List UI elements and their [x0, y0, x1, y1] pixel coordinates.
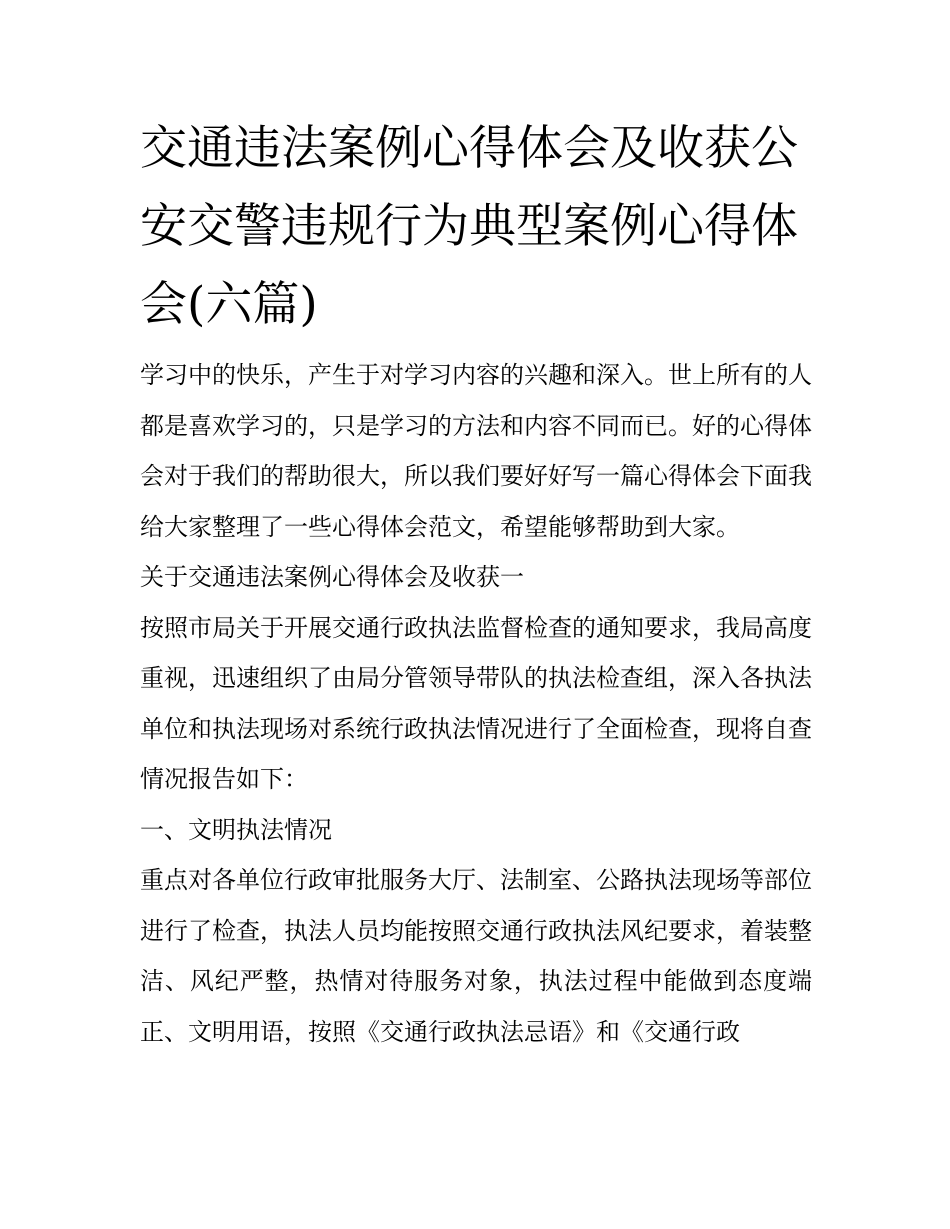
- section-heading-1: 关于交通违法案例心得体会及收获一: [140, 563, 524, 591]
- intro-paragraph: 学习中的快乐，产生于对学习内容的兴趣和深入。世上所有的人都是喜欢学习的，只是学习的方法和内容不同而已。好的心得体会对于我们的帮助很大，所以我们要好好写一篇心得体会下面我给大家整理了一些心得体会范文，希望能够帮助到大家。: [140, 361, 812, 541]
- body-paragraph: 重点对各单位行政审批服务大厅、法制室、公路执法现场等部位进行了检查，执法人员均能按照交通行政执法风纪要求，着装整洁、风纪严整，热情对待服务对象，执法过程中能做到态度端正、文明用语，按照《交通行政执法忌语》和《交通行政: [140, 866, 812, 1046]
- document-title: 交通违法案例心得体会及收获公安交警违规行为典型案例心得体会(六篇): [140, 121, 798, 332]
- body-paragraph: 按照市局关于开展交通行政执法监督检查的通知要求，我局高度重视，迅速组织了由局分管领导带队的执法检查组，深入各执法单位和执法现场对系统行政执法情况进行了全面检查，现将自查情况报告如下：: [140, 613, 812, 793]
- subsection-heading: 一、文明执法情况: [140, 815, 332, 844]
- document-page: [140, 110, 812, 1057]
